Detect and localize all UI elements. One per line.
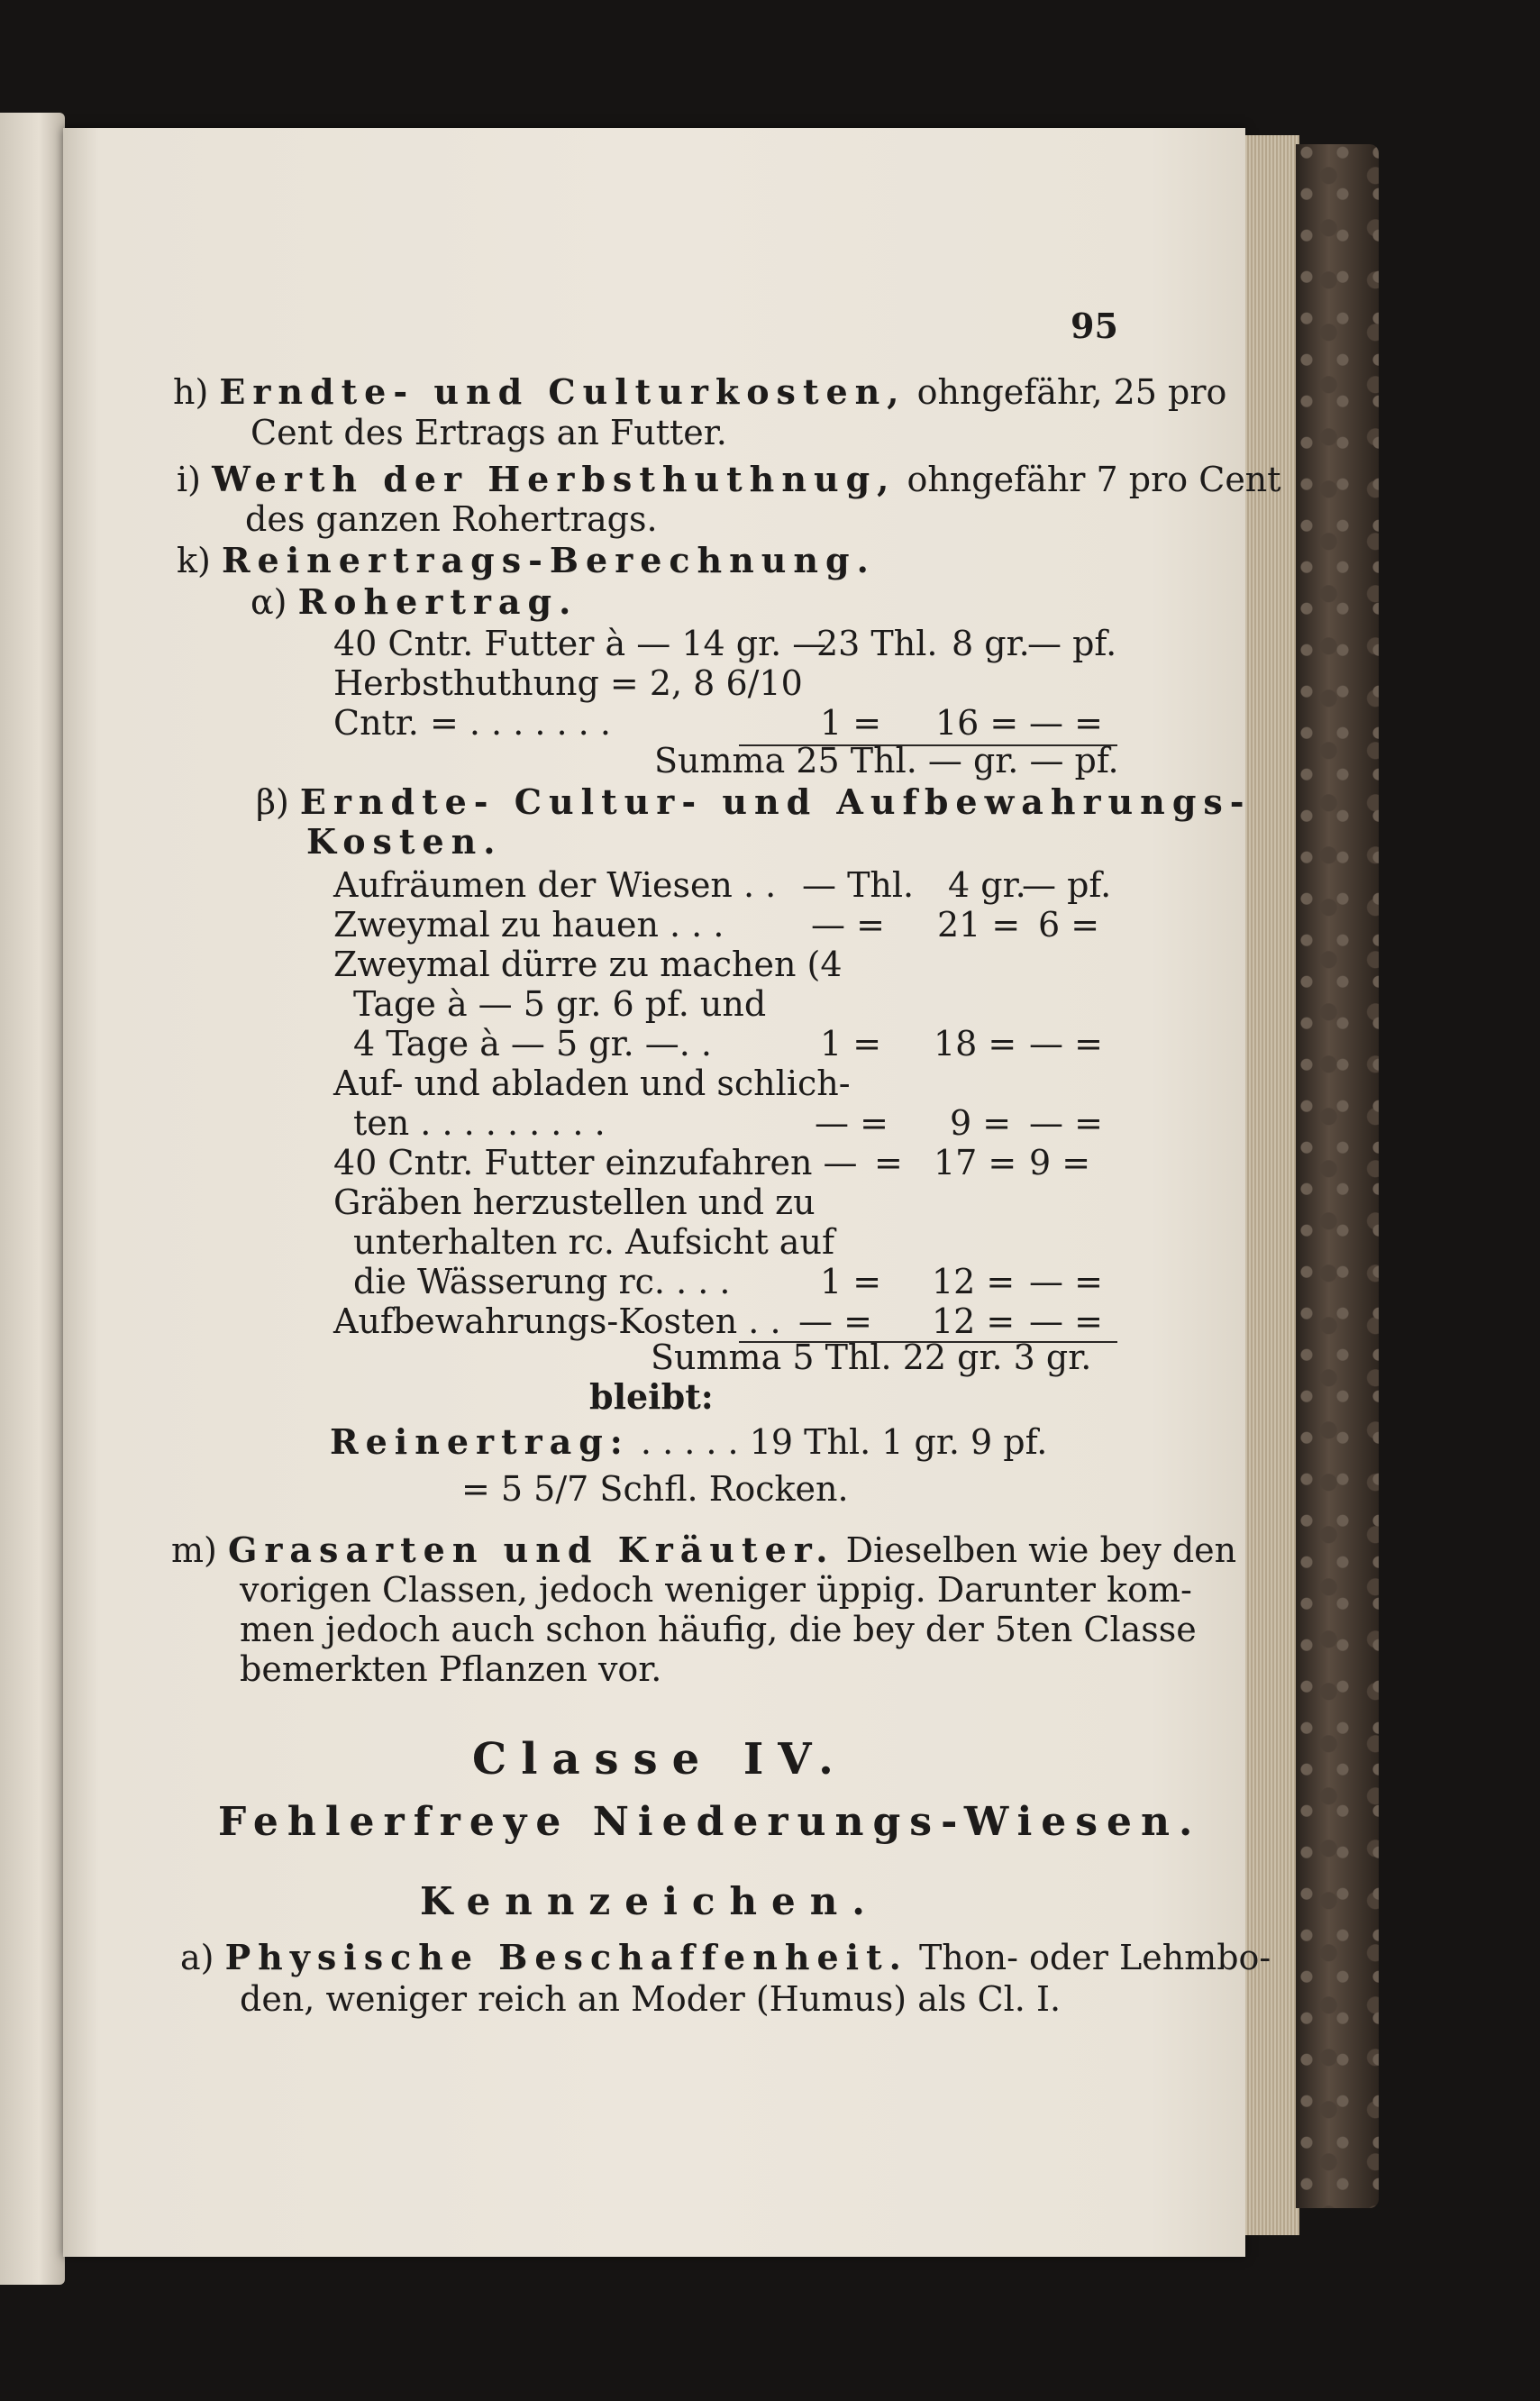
reinertrag-equivalent: = 5 5/7 Schfl. Rocken. <box>461 1469 849 1509</box>
item-m-line2: vorigen Classen, jedoch weniger üppig. Darunter kom- <box>240 1570 1192 1610</box>
item-k: k) Reinertrags-Berechnung. <box>177 540 876 580</box>
page-number: 95 <box>1071 306 1118 346</box>
page-text: 95 h) Erndte- und Culturkosten, ohngefähr, 25 pro Cent des Ertrags an Futter. i) Werth der Herbsthuthnug, ohngefähr 7 pro Cent des ganzen Rohertrags. k) Reinertrags-Berechnung. α) Rohertrag. 40 Cntr. Futter à — 14 gr. — 23 Thl. 8 gr. — pf. Herbsthuthung = 2, 8 6/10 Cntr. = . . . . . . . 1 = 16 = — = Summa 25 Thl. — gr. — pf. β) Erndte- Cultur- und Aufbewahrungs- Kosten. Aufräumen der Wiesen . . — Thl. 4 gr. — pf. Zweymal zu hauen . . . — = 21 = 6 = Zweymal dürre zu machen (4 Tage à — 5 gr. 6 pf. und 4 Tage à — 5 gr. —. . 1 = 18 = — = Auf- und abladen und schlich- ten . . . . . . . . . — = 9 = — = 40 Cntr. Futter einzufahren — = 17 = 9 = Gräben herzustellen und zu unterhalten rc. Aufsicht auf die Wässerung rc. . . . 1 = 12 = — = Aufbewahrungs-Kosten . . — = 12 = — = Summa 5 Thl. 22 gr. 3 gr. bleibt: Reinertrag: . . . . . 19 Thl. 1 gr. 9 pf. = 5 5/7 Schfl. Rocken. m) Grasarten und Kräuter. Dieselben wie bey den vorigen Classen, jedoch weniger üppig. Darunter kom- men jedoch auch schon häufig, die bey der 5ten Classe bemerkten Pflanzen vor. Classe IV. Fehlerfreye Niederungs-Wiesen. Kennzeichen. a) Physische Beschaffenheit. Thon- oder Lehmbo- den, weniger reich an Moder (Humus) als Cl. I. <box>171 306 1281 2019</box>
item-a: a) Physische Beschaffenheit. Thon- oder Lehmbo- <box>180 1937 1271 1977</box>
item-h: h) Erndte- und Culturkosten, ohngefähr, 25 pro <box>173 371 1227 412</box>
alpha-heading: α) Rohertrag. <box>251 581 579 622</box>
item-i: i) Werth der Herbsthuthnug, ohngefähr 7 pro Cent <box>177 459 1281 499</box>
summa-1: Summa 25 Thl. — gr. — pf. <box>654 741 1119 781</box>
section-subtitle: Fehlerfreye Niederungs-Wiesen. <box>218 1799 1202 1845</box>
item-h-line2: Cent des Ertrags an Futter. <box>251 413 727 452</box>
section-title: Classe IV. <box>472 1734 848 1785</box>
item-i-line2: des ganzen Rohertrags. <box>245 499 658 539</box>
bleibt-label: bleibt: <box>589 1376 714 1417</box>
beta-heading-line2: Kosten. <box>306 821 503 862</box>
item-m-line3: men jedoch auch schon häufig, die bey der 5ten Classe <box>240 1610 1197 1649</box>
reinertrag-line: Reinertrag: . . . . . 19 Thl. 1 gr. 9 pf. <box>330 1421 1048 1462</box>
kennzeichen-heading: Kennzeichen. <box>420 1879 879 1923</box>
item-a-line2: den, weniger reich an Moder (Humus) als Cl. I. <box>240 1979 1062 2019</box>
item-m-line4: bemerkten Pflanzen vor. <box>240 1649 662 1689</box>
item-m: m) Grasarten und Kräuter. Dieselben wie bey den <box>171 1529 1237 1570</box>
summa-2: Summa 5 Thl. 22 gr. 3 gr. <box>651 1337 1092 1377</box>
beta-heading: β) Erndte- Cultur- und Aufbewahrungs- <box>256 781 1252 822</box>
